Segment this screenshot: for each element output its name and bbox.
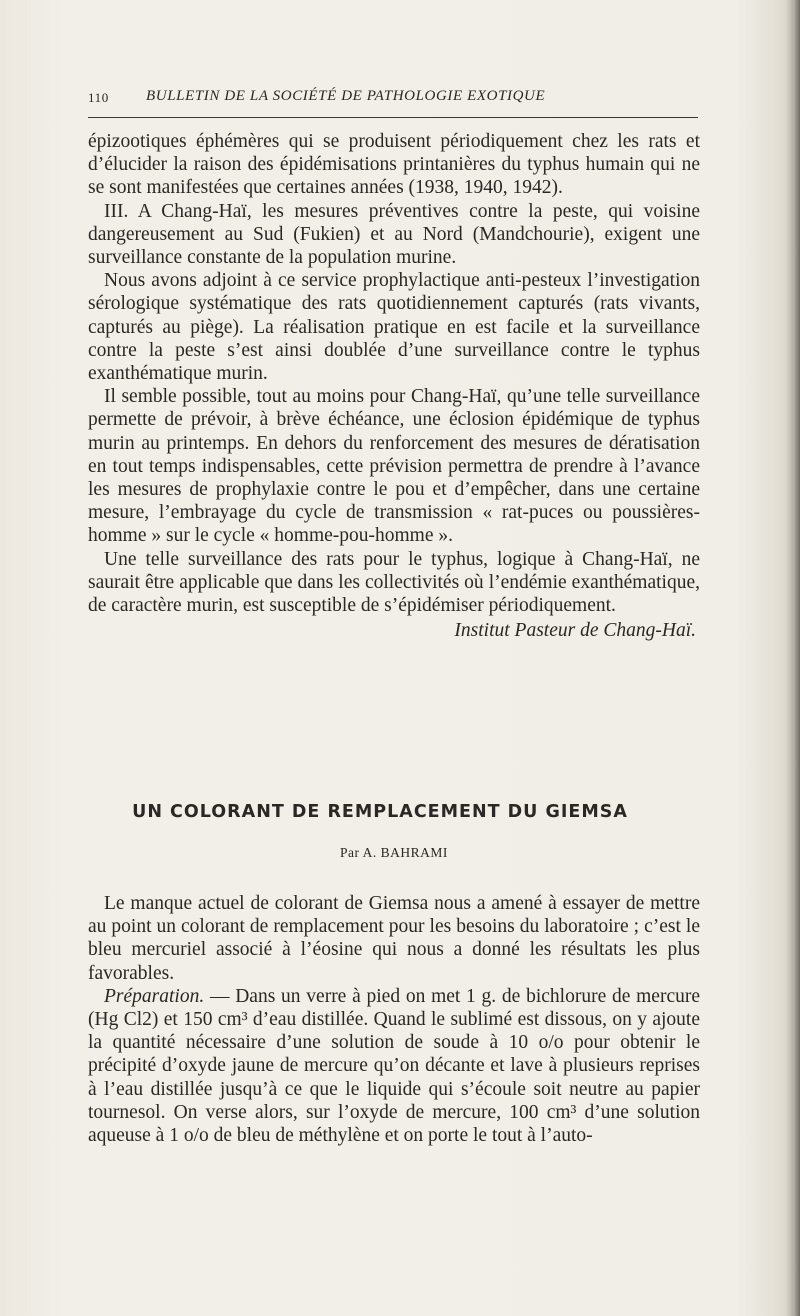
article-paragraph-1: Le manque actuel de colorant de Giemsa nous a amené à essayer de mettre au point un colorant de remplacement pour les besoins du laboratoire ; c’est le bleu mercuriel associé à l’éosine qui nous a donné les résultats les plus favorables. xyxy=(88,893,700,984)
article-body xyxy=(88,892,700,1147)
article-title: UN COLORANT DE REMPLACEMENT DU GIEMSA xyxy=(132,802,628,822)
section-continued-text xyxy=(88,130,700,642)
paragraph-1: épizootiques éphémères qui se produisent périodiquement chez les rats et d’élucider la raison des épidémisations printanières du typhus humain qui ne se sont manifestées que certaines années (1938, 1940, 1942). xyxy=(88,131,700,199)
institution-signature: Institut Pasteur de Chang-Haï. xyxy=(454,620,696,642)
page-edge-shadow xyxy=(786,0,800,1316)
article-author: Par A. BAHRAMI xyxy=(340,845,448,860)
preparation-text: — Dans un verre à pied on met 1 g. de bichlorure de mercure (Hg Cl2) et 150 cm³ d’eau distillée. Quand le sublimé est dissous, on y ajoute la quantité nécessaire d’une solution de soude à 10 o/o pour obtenir le précipité d’oxyde jaune de mercure qu’on décante et lave à plusieurs reprises à l’eau distillée jusqu’à ce que le liquide qui s’écoule soit neutre au papier tournesol. On verse alors, sur l’oxyde de mercure, 100 cm³ d’une solution aqueuse à 1 o/o de bleu de méthylène et on porte le tout à l’auto- xyxy=(88,985,700,1147)
preparation-label: Préparation. xyxy=(104,985,205,1007)
paragraph-5: Une telle surveillance des rats pour le typhus, logique à Chang-Haï, ne saurait être applicable que dans les collectivités où l’endémie exanthématique, de caractère murin, est susceptible de s’épidémiser périodiquement. xyxy=(88,548,700,617)
article-paragraph-2 xyxy=(88,985,700,1147)
running-title: BULLETIN DE LA SOCIÉTÉ DE PATHOLOGIE EXOTIQUE xyxy=(146,88,546,104)
paragraph-3: Nous avons adjoint à ce service prophylactique anti-pesteux l’investigation sérologique systématique des rats quotidiennement capturés (rats vivants, capturés au piège). La réalisation pratique en est facile et la surveillance contre la peste s’est ainsi doublée d’une surveillance contre le typhus exanthématique murin. xyxy=(88,270,700,385)
page-number: 110 xyxy=(88,90,109,105)
paragraph-2: III. A Chang-Haï, les mesures préventives contre la peste, qui voisine dangereusement au Sud (Fukien) et au Nord (Mandchourie), exigent une surveillance constante de la population murine. xyxy=(88,200,700,269)
paragraph-4: Il semble possible, tout au moins pour Chang-Haï, qu’une telle surveillance permette de prévoir, à brève échéance, une éclosion épidémique de typhus murin au printemps. En dehors du renforcement des mesures de dératisation en tout temps indispensables, cette prévision permettra de prendre à l’avance les mesures de prophylaxie contre le pou et d’empêcher, dans une certaine mesure, l’embrayage du cycle de transmission « rat-puces ou poussières-homme » sur le cycle « homme-pou-homme ». xyxy=(88,386,700,547)
header-rule xyxy=(88,117,698,118)
